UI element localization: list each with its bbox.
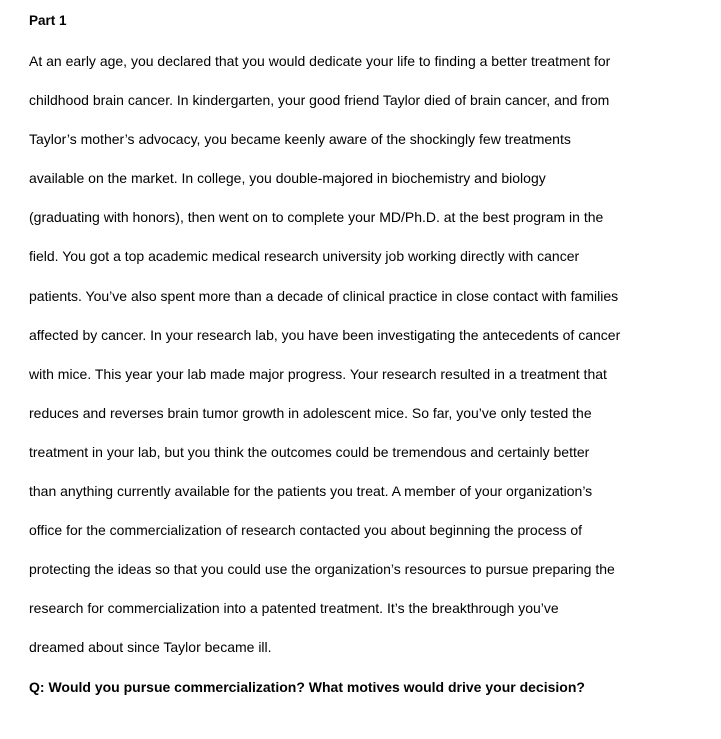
paragraph-line: than anything currently available for the patients you treat. A member of your organization’s	[29, 483, 593, 500]
paragraph-line: with mice. This year your lab made major progress. Your research resulted in a treatment that	[29, 365, 607, 382]
body-paragraph	[29, 52, 620, 678]
paragraph-line: (graduating with honors), then went on to complete your MD/Ph.D. at the best program in the	[29, 209, 604, 226]
paragraph-line: At an early age, you declared that you would dedicate your life to finding a better treatment for	[29, 53, 611, 69]
paragraph-line: patients. You’ve also spent more than a decade of clinical practice in close contact with families	[29, 287, 619, 304]
paragraph-line: Taylor’s mother’s advocacy, you became keenly aware of the shockingly few treatments	[29, 131, 571, 148]
paragraph-line: childhood brain cancer. In kindergarten, your good friend Taylor died of brain cancer, and from	[29, 92, 610, 109]
question-prompt: Q: Would you pursue commercialization? What motives would drive your decision?	[29, 679, 585, 695]
paragraph-line: affected by cancer. In your research lab, you have been investigating the antecedents of cancer	[29, 326, 621, 343]
paragraph-line: research for commercialization into a patented treatment. It’s the breakthrough you’ve	[29, 600, 559, 617]
paragraph-line: field. You got a top academic medical research university job working directly with cancer	[29, 248, 580, 265]
paragraph-line: available on the market. In college, you double-majored in biochemistry and biology	[29, 170, 546, 187]
paragraph-line: reduces and reverses brain tumor growth in adolescent mice. So far, you’ve only tested the	[29, 404, 592, 421]
section-heading: Part 1	[29, 13, 67, 28]
paragraph-line: dreamed about since Taylor became ill.	[29, 639, 272, 656]
paragraph-line: protecting the ideas so that you could use the organization’s resources to pursue preparing the	[29, 561, 615, 578]
paragraph-line: treatment in your lab, but you think the outcomes could be tremendous and certainly better	[29, 443, 590, 460]
paragraph-line: office for the commercialization of research contacted you about beginning the process of	[29, 522, 583, 539]
